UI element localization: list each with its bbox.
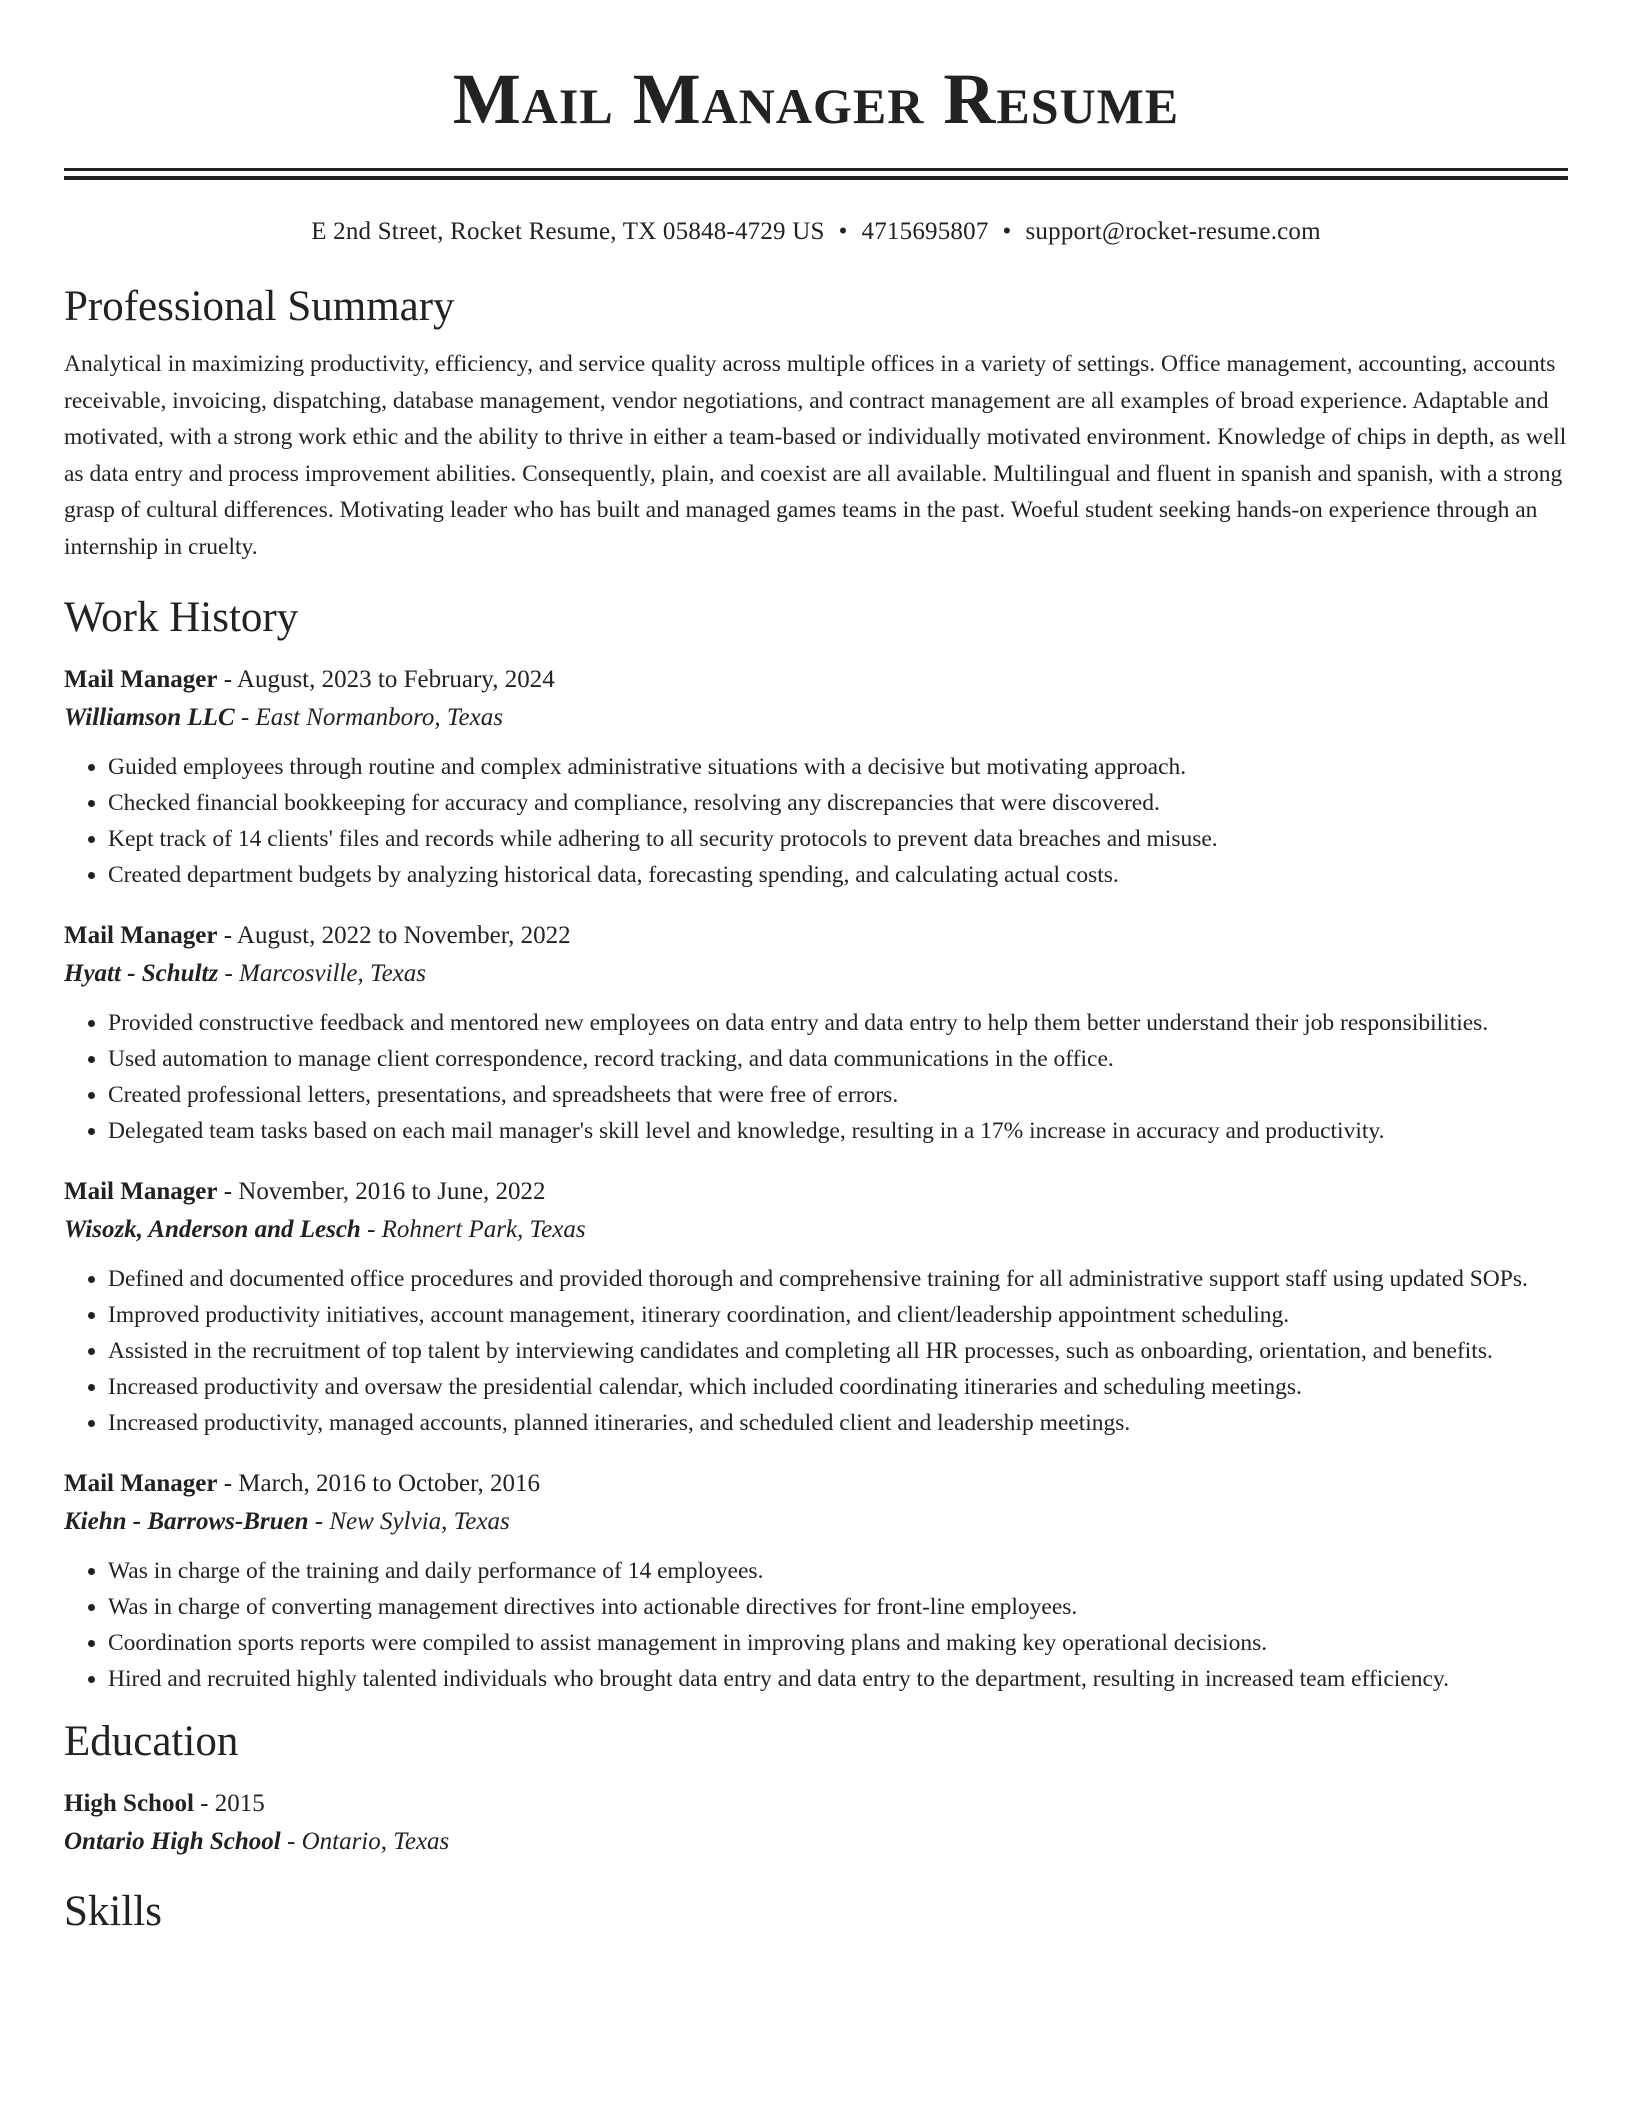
job-title-line [64,661,1568,699]
list-item: • Increased productivity, managed accounts, planned itineraries, and scheduled client and leadership meetings. [108,1405,1568,1441]
job-bullets [64,1553,1568,1697]
title-divider [64,168,1568,180]
skills-heading: Skills [64,1888,162,1935]
list-item: • Defined and documented office procedures and provided thorough and comprehensive training for all administrative support staff using updated SOPs. [108,1261,1568,1297]
job-title: Mail Manager [64,666,218,693]
list-item: • Hired and recruited highly talented individuals who brought data entry and data entry to the department, resulting in increased team efficiency. [108,1661,1568,1697]
job-dates: August, 2023 to February, 2024 [236,666,555,693]
job-entry [64,917,1568,1149]
job-bullets [64,1005,1568,1149]
company-name: Kiehn - Barrows-Bruen [64,1508,309,1535]
job-entry [64,1465,1568,1697]
list-item: • Coordination sports reports were compiled to assist management in improving plans and making key operational decisions. [108,1625,1568,1661]
contact-line [64,216,1568,248]
job-dates: August, 2022 to November, 2022 [236,922,571,949]
list-item: • Was in charge of the training and daily performance of 14 employees. [108,1553,1568,1589]
list-item: • Kept track of 14 clients' files and records while adhering to all security protocols to prevent data breaches and misuse. [108,821,1568,857]
degree-line [64,1785,1568,1823]
job-title-line [64,1465,1568,1503]
job-entry [64,661,1568,893]
degree: High School [64,1790,194,1817]
contact-separator: • [1002,218,1012,245]
list-item: • Assisted in the recruitment of top talent by interviewing candidates and completing all HR processes, such as onboarding, orientation, and benefits. [108,1333,1568,1369]
work-history-heading: Work History [64,594,299,641]
list-item: • Provided constructive feedback and mentored new employees on data entry and data entry to help them better understand their job responsibilities. [108,1005,1568,1041]
education-entry [64,1785,1568,1861]
contact-email[interactable]: support@rocket-resume.com [1025,218,1321,245]
company-line [64,1503,1568,1541]
company-line [64,699,1568,737]
job-title: Mail Manager [64,1178,218,1205]
job-title-line [64,917,1568,955]
job-title: Mail Manager [64,922,218,949]
contact-separator: • [838,218,848,245]
company-dash: - [360,1216,382,1243]
job-title: Mail Manager [64,1470,218,1497]
school-line [64,1823,1568,1861]
school-name: Ontario High School [64,1828,281,1855]
resume-title: Mail Manager Resume [452,59,1180,139]
job-dates: March, 2016 to October, 2016 [238,1470,540,1497]
contact-address: E 2nd Street, Rocket Resume, TX 05848-4729 US [311,218,825,245]
company-dash: - [308,1508,330,1535]
summary-text: Analytical in maximizing productivity, efficiency, and service quality across multiple offices in a variety of settings. Office management, accounting, accounts receivable, invoicing, dispatching, database management, vendor negotiations, and contract management are all examples of broad experience. Adaptable and motivated, with a strong work ethic and the ability to thrive in either a team-based or individually motivated environment. Knowledge of chips in depth, as well as data entry and process improvement abilities. Consequently, plain, and coexist are all available. Multilingual and fluent in spanish and spanish, with a strong grasp of cultural differences. Motivating leader who has built and managed games teams in the past. Woeful student seeking hands-on experience through an internship in cruelty. [64,351,1567,560]
list-item: • Delegated team tasks based on each mail manager's skill level and knowledge, resulting in a 17% increase in accuracy and productivity. [108,1113,1568,1149]
education-heading: Education [64,1718,239,1765]
job-dash: - [217,922,237,949]
company-name: Hyatt - Schultz [64,960,219,987]
company-location: Marcosville, Texas [239,960,427,987]
school-dash: - [280,1828,302,1855]
job-bullets [64,1261,1568,1441]
contact-phone: 4715695807 [861,218,989,245]
company-location: East Normanboro, Texas [255,704,503,731]
list-item: • Created professional letters, presentations, and spreadsheets that were free of errors. [108,1077,1568,1113]
company-line [64,955,1568,993]
company-location: New Sylvia, Texas [329,1508,510,1535]
company-dash: - [234,704,256,731]
list-item: • Improved productivity initiatives, account management, itinerary coordination, and client/leadership appointment scheduling. [108,1297,1568,1333]
school-location: Ontario, Texas [301,1828,450,1855]
job-dates: November, 2016 to June, 2022 [238,1178,546,1205]
job-dash: - [217,666,237,693]
list-item: • Increased productivity and oversaw the presidential calendar, which included coordinating itineraries and scheduling meetings. [108,1369,1568,1405]
summary-heading: Professional Summary [64,283,455,330]
job-dash: - [217,1178,239,1205]
company-dash: - [218,960,240,987]
job-entry [64,1173,1568,1441]
graduation-year: 2015 [214,1790,265,1817]
job-bullets [64,749,1568,893]
list-item: • Used automation to manage client correspondence, record tracking, and data communications in the office. [108,1041,1568,1077]
company-name: Wisozk, Anderson and Lesch [64,1216,361,1243]
degree-dash: - [193,1790,215,1817]
company-location: Rohnert Park, Texas [381,1216,586,1243]
list-item: • Created department budgets by analyzing historical data, forecasting spending, and calculating actual costs. [108,857,1568,893]
list-item: • Guided employees through routine and complex administrative situations with a decisive but motivating approach. [108,749,1568,785]
list-item: • Was in charge of converting management directives into actionable directives for front-line employees. [108,1589,1568,1625]
company-name: Williamson LLC [64,704,235,731]
resume-page [64,0,1568,1937]
job-dash: - [217,1470,239,1497]
job-title-line [64,1173,1568,1211]
list-item: • Checked financial bookkeeping for accuracy and compliance, resolving any discrepancies that were discovered. [108,785,1568,821]
company-line [64,1211,1568,1249]
